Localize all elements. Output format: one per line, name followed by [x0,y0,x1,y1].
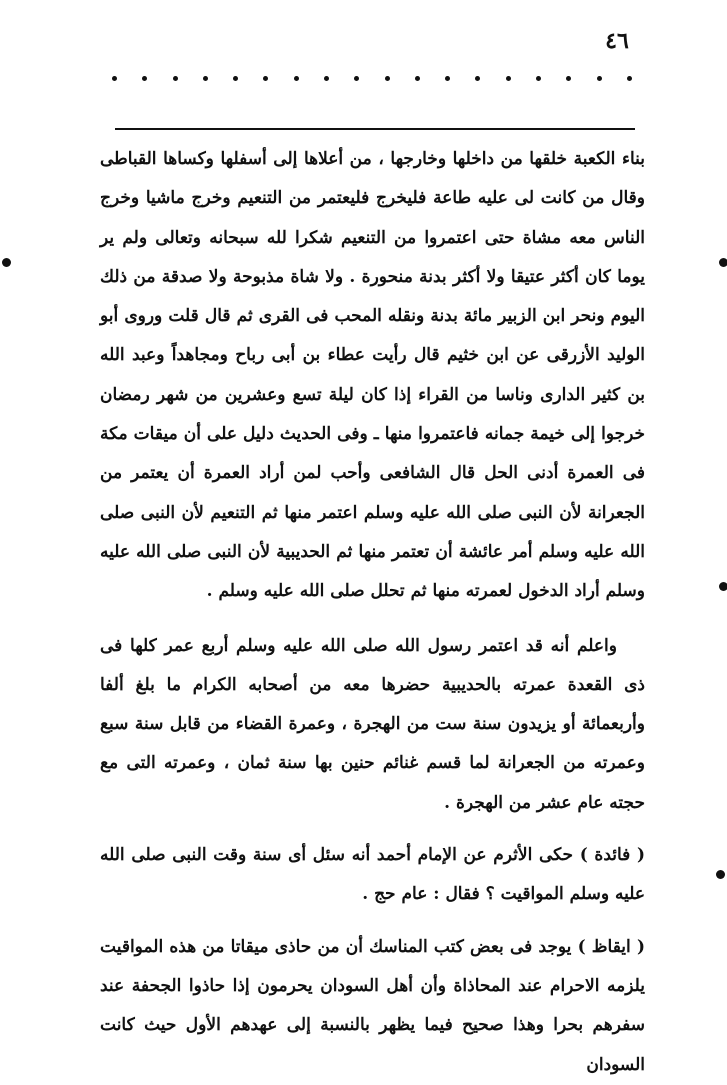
ornament-dot [112,76,117,81]
ornament-dot [142,76,147,81]
ornament-dot [233,76,238,81]
margin-mark [716,870,725,879]
margin-mark [2,258,11,267]
page-number: ٤٦ [605,28,629,54]
ornament-dot [294,76,299,81]
ornament-dot [173,76,178,81]
ornament-dot [627,76,632,81]
margin-mark [719,258,727,267]
margin-mark [719,582,727,591]
ornament-dot [475,76,480,81]
ornament-dot [445,76,450,81]
ornament-dot [263,76,268,81]
header-rule [115,128,635,130]
ornament-dot [385,76,390,81]
body-text [100,140,645,1085]
ornament-dot [354,76,359,81]
ornament-dot [597,76,602,81]
ornament-dot [506,76,511,81]
dotted-ornament [112,76,632,81]
ornament-dot [536,76,541,81]
ornament-dot [324,76,329,81]
paragraph: ( فائدة ) حكى الأثرم عن الإمام أحمد أنه سئل أى سنة وقت النبى صلى الله عليه وسلم المواقيت ؟ فقال : عام حج . [100,845,645,905]
paragraph: ( ايقاظ ) يوجد فى بعض كتب المناسك أن من حاذى ميقاتا من هذه المواقيت يلزمه الاحرام عند المحاذاة وأن أهل السودان يحرمون إذا حاذوا الجحفة عند سفرهم بحرا وهذا صحيح فيما يظهر بالنسبة إلى عهدهم الأول حيث كانت السودان [100,936,645,1075]
ornament-dot [203,76,208,81]
ornament-dot [566,76,571,81]
ornament-dot [415,76,420,81]
paragraph: واعلم أنه قد اعتمر رسول الله صلى الله عليه وسلم أربع عمر كلها فى ذى القعدة عمرته بالحديبية حضرها معه من أصحابه الكرام ما بلغ ألفا وأربعمائة أو يزيدون سنة ست من الهجرة ، وعمرة القضاء من قابل سنة سبع وعمرته من الجعرانة لما قسم غنائم حنين بها سنة ثمان ، وعمرته التى مع حجته عام عشر من الهجرة . [100,635,645,813]
paragraph: بناء الكعبة خلقها من داخلها وخارجها ، من أعلاها إلى أسفلها وكساها القباطى وقال من كانت لى عليه طاعة فليخرج فليعتمر من التنعيم وخرج ماشيا وخرج الناس معه مشاة حتى اعتمروا من التنعيم شكرا لله سبحانه وتعالى ولم ير يوما كان أكثر عتيقا ولا أكثر بدنة منحورة . ولا شاة مذبوحة ولا صدقة من ذلك اليوم ونحر ابن الزبير مائة بدنة ونقله المحب فى القرى ثم قال قلت وروى أبو الوليد الأزرقى عن ابن خثيم قال رأيت عطاء بن أبى رباح ومجاهداً وعبد الله بن كثير الدارى وناسا من القراء إذا كان ليلة تسع وعشرين من شهر رمضان خرجوا إلى خيمة جمانه فاعتمروا منها ـ وفى الحديث دليل على أن ميقات مكة فى العمرة أدنى الحل قال الشافعى وأحب لمن أراد العمرة أن يعتمر من الجعرانة لأن النبى صلى الله عليه وسلم اعتمر منها ثم التنعيم لأن النبى صلى الله عليه وسلم أمر عائشة أن تعتمر منها ثم الحديبية لأن النبى صلى الله عليه وسلم أراد الدخول لعمرته منها ثم تحلل صلى الله عليه وسلم . [100,149,645,602]
